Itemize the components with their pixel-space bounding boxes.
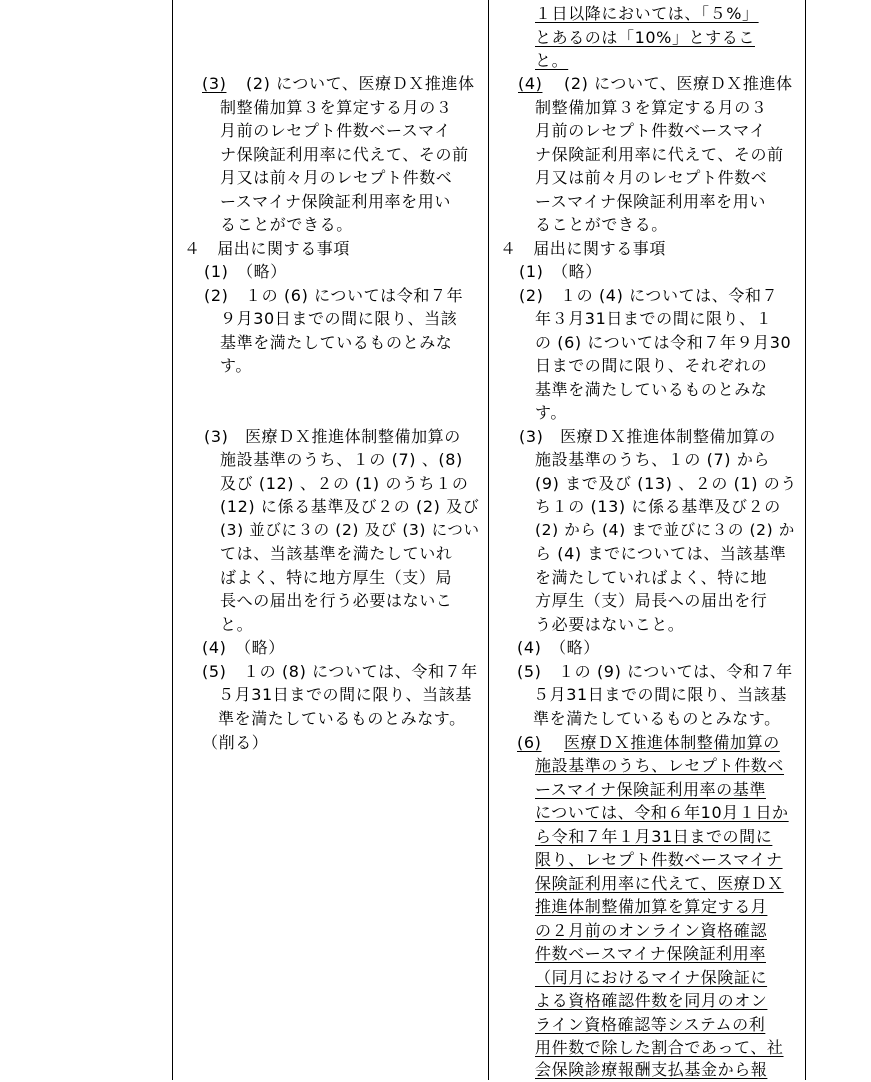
- right-item4-line: 制整備加算３を算定する月の３: [535, 98, 768, 117]
- left-s3-line: 長への届出を行う必要はないこ: [220, 591, 453, 610]
- right-item4-line: ることができる。: [535, 215, 668, 234]
- left-s2-line: ９月30日までの間に限り、当該: [220, 309, 458, 328]
- left-item3-line: ることができる。: [220, 215, 353, 234]
- left-s5-line: (5) １の (8) については、令和７年: [202, 662, 478, 681]
- right-s6-line: ライン資格確認等システムの利: [535, 1015, 766, 1034]
- right-s6-number: (6): [517, 733, 542, 752]
- left-section4-heading: ４ 届出に関する事項: [184, 239, 351, 258]
- column-divider: [488, 0, 489, 1080]
- right-s3-line: ち１の (13) に係る基準及び２の: [535, 497, 781, 516]
- right-s6-line: 医療ＤＸ推進体制整備加算の: [564, 733, 780, 752]
- right-section4-heading: ４ 届出に関する事項: [500, 239, 667, 258]
- right-s5-line: 準を満たしているものとみなす。: [533, 709, 781, 728]
- right-s6-line: 施設基準のうち、レセプト件数ベ: [535, 756, 785, 775]
- right-top-line: とあるのは「10%」とするこ: [535, 28, 755, 47]
- right-s6-line: 限り、レセプト件数ベースマイナ: [535, 850, 783, 869]
- right-item4-line: 月又は前々月のレセプト件数ベ: [535, 168, 768, 187]
- right-top-line: １日以降においては、「５%」: [535, 4, 759, 23]
- right-s3-line: (9) まで及び (13) 、２の (1) のう: [535, 474, 798, 493]
- right-item4-line: 月前のレセプト件数ベースマイ: [535, 121, 766, 140]
- right-s6-line: 会保険診療報酬支払基金から報: [535, 1060, 768, 1079]
- right-s6-line: 推進体制整備加算を算定する月: [535, 897, 768, 916]
- right-s3-line: ら (4) までについては、当該基準: [535, 544, 787, 563]
- right-s5-line: ５月31日までの間に限り、当該基: [533, 685, 787, 704]
- right-s2-line: す。: [535, 403, 567, 422]
- left-item3-line: ースマイナ保険証利用率を用い: [220, 192, 451, 211]
- right-top-line: と。: [535, 51, 569, 70]
- right-s5-line: (5) １の (9) については、令和７年: [517, 662, 793, 681]
- right-s1: (1) （略）: [519, 262, 602, 281]
- left-item3-line: ナ保険証利用率に代えて、その前: [220, 145, 469, 164]
- left-deleted-marker: （削る）: [202, 733, 269, 752]
- right-s2-line: (2) １の (4) については、令和７: [519, 286, 779, 305]
- left-item3-number: (3): [202, 74, 227, 93]
- right-s3-line: (2) から (4) まで並びに３の (2) か: [535, 521, 795, 539]
- left-s2-line: (2) １の (6) については令和７年: [204, 286, 464, 305]
- left-s3-line: (3) 医療ＤＸ推進体制整備加算の: [204, 427, 461, 446]
- right-s6-line: については、令和６年10月１日か: [535, 803, 789, 822]
- left-s3-line: 施設基準のうち、１の (7) 、(8): [220, 450, 463, 469]
- right-s6-line: の２月前のオンライン資格確認: [535, 921, 767, 940]
- right-item4-line: ースマイナ保険証利用率を用い: [535, 192, 766, 211]
- left-s5-line: 準を満たしているものとみなす。: [218, 709, 466, 728]
- left-s3-line: (12) に係る基準及び２の (2) 及び: [220, 497, 480, 516]
- left-s3-line: と。: [220, 615, 254, 634]
- right-s2-line: の (6) については令和７年９月30: [535, 333, 792, 352]
- right-item4-number: (4): [518, 74, 543, 93]
- left-item3-line: 制整備加算３を算定する月の３: [220, 98, 453, 117]
- left-s2-line: す。: [220, 356, 252, 375]
- left-s3-line: ばよく、特に地方厚生（支）局: [220, 568, 453, 587]
- right-s6-line: ら令和７年１月31日までの間に: [535, 827, 773, 846]
- right-item4-line: (2) について、医療ＤＸ推進体: [564, 74, 793, 93]
- right-s6-line: 保険証利用率に代えて、医療ＤＸ: [535, 874, 784, 893]
- left-s1: (1) （略）: [204, 262, 287, 281]
- right-s2-line: 年３月31日までの間に限り、１: [535, 309, 773, 328]
- right-s2-line: 基準を満たしているものとみな: [535, 380, 768, 399]
- left-s5-line: ５月31日までの間に限り、当該基: [218, 685, 472, 704]
- right-s6-line: 件数ベースマイナ保険証利用率: [535, 944, 766, 963]
- right-s6-line: 用件数で除した割合であって、社: [535, 1038, 784, 1057]
- left-s2-line: 基準を満たしているものとみな: [220, 333, 453, 352]
- left-s3-line: 及び (12) 、２の (1) のうち１の: [220, 474, 469, 493]
- right-s3-line: 施設基準のうち、１の (7) から: [535, 450, 771, 469]
- right-s6-line: ースマイナ保険証利用率の基準: [535, 780, 766, 799]
- right-item4-line: ナ保険証利用率に代えて、その前: [535, 145, 784, 164]
- left-item3-line: 月前のレセプト件数ベースマイ: [220, 121, 451, 140]
- right-s6-line: （同月におけるマイナ保険証に: [535, 968, 768, 987]
- right-s3-line: 方厚生（支）局長への届出を行: [535, 591, 768, 610]
- left-s4: (4) （略）: [202, 638, 285, 657]
- right-s6-line: よる資格確認件数を同月のオン: [535, 991, 768, 1010]
- right-s3-line: う必要はないこと。: [535, 615, 685, 634]
- right-s3-line: (3) 医療ＤＸ推進体制整備加算の: [519, 427, 776, 446]
- right-s3-line: を満たしていればよく、特に地: [535, 568, 768, 587]
- right-s2-line: 日までの間に限り、それぞれの: [535, 356, 768, 375]
- left-item3-line: 月又は前々月のレセプト件数ベ: [220, 168, 453, 187]
- left-s3-line: (3) 並びに３の (2) 及び (3) につい: [220, 521, 480, 539]
- right-s4: (4) （略）: [517, 638, 600, 657]
- left-item3-line: (2) について、医療ＤＸ推進体: [246, 74, 475, 93]
- left-s3-line: ては、当該基準を満たしていれ: [220, 544, 453, 563]
